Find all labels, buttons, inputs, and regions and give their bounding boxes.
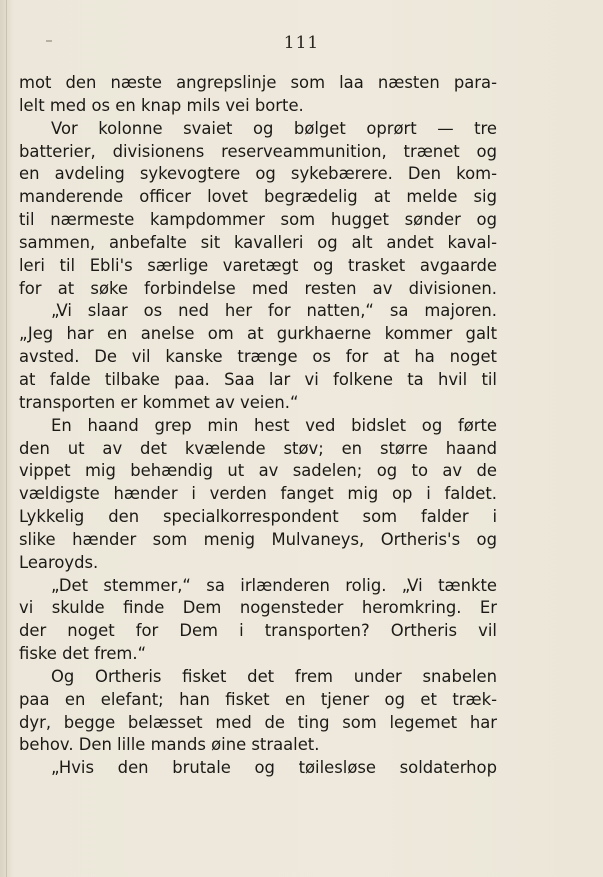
text-line: den ut av det kvælende støv; en større haand [19, 438, 497, 458]
text-line: for at søke forbindelse med resten av divisionen. [19, 278, 497, 298]
text-line: vi skulde finde Dem nogensteder heromkring. Er [19, 598, 497, 618]
text-line: paa en elefant; han fisket en tjener og et træk- [19, 689, 497, 709]
text-line: vippet mig behændig ut av sadelen; og to av de [19, 461, 497, 481]
text-line: „Hvis den brutale og tøilesløse soldaterhop [51, 758, 497, 778]
text-line: til nærmeste kampdommer som hugget sønder og [19, 210, 497, 230]
text-line: Lykkelig den specialkorrespondent som falder i [19, 507, 497, 527]
text-line: Vor kolonne svaiet og bølget oprørt — tre [51, 118, 497, 138]
text-line: „Vi slaar os ned her for natten,“ sa majoren. [51, 301, 497, 321]
text-line: vældigste hænder i verden fanget mig op i faldet. [19, 484, 497, 504]
text-line: En haand grep min hest ved bidslet og førte [51, 415, 497, 435]
text-line: Og Ortheris fisket det frem under snabelen [51, 666, 497, 686]
page-gutter-line [6, 0, 7, 877]
text-line: fiske det frem.“ [19, 644, 147, 664]
text-line: en avdeling sykevogtere og sykebærere. Den kom- [19, 164, 497, 184]
text-line: „Jeg har en anelse om at gurkhaerne kommer galt [19, 324, 497, 344]
text-line: manderende officer lovet begrædelig at melde sig [19, 187, 497, 207]
text-line: avsted. De vil kanske trænge os for at ha noget [19, 347, 497, 367]
text-line: mot den næste angrepslinje som laa næsten para- [19, 73, 497, 92]
text-line: dyr, begge belæsset med de ting som legemet har [19, 712, 497, 732]
text-line: at falde tilbake paa. Saa lar vi folkene ta hvil til [19, 369, 497, 389]
text-line: slike hænder som menig Mulvaneys, Ortheris's og [19, 529, 497, 549]
body-text [19, 72, 497, 780]
text-line: batterier, divisionens reserveammunition, trænet og [19, 141, 497, 161]
text-line: der noget for Dem i transporten? Ortheris vil [19, 621, 497, 641]
text-line: lelt med os en knap mils vei borte. [19, 95, 304, 115]
text-line: Learoyds. [19, 552, 99, 572]
text-line: transporten er kommet av veien.“ [19, 392, 299, 412]
text-line: „Det stemmer,“ sa irlænderen rolig. „Vi tænkte [51, 575, 497, 595]
page-number: 111 [283, 33, 320, 53]
text-line: behov. Den lille mands øine straalet. [19, 735, 320, 755]
text-line: sammen, anbefalte sit kavalleri og alt andet kaval- [19, 232, 497, 252]
text-line: leri til Ebli's særlige varetægt og trasket avgaarde [19, 255, 497, 275]
